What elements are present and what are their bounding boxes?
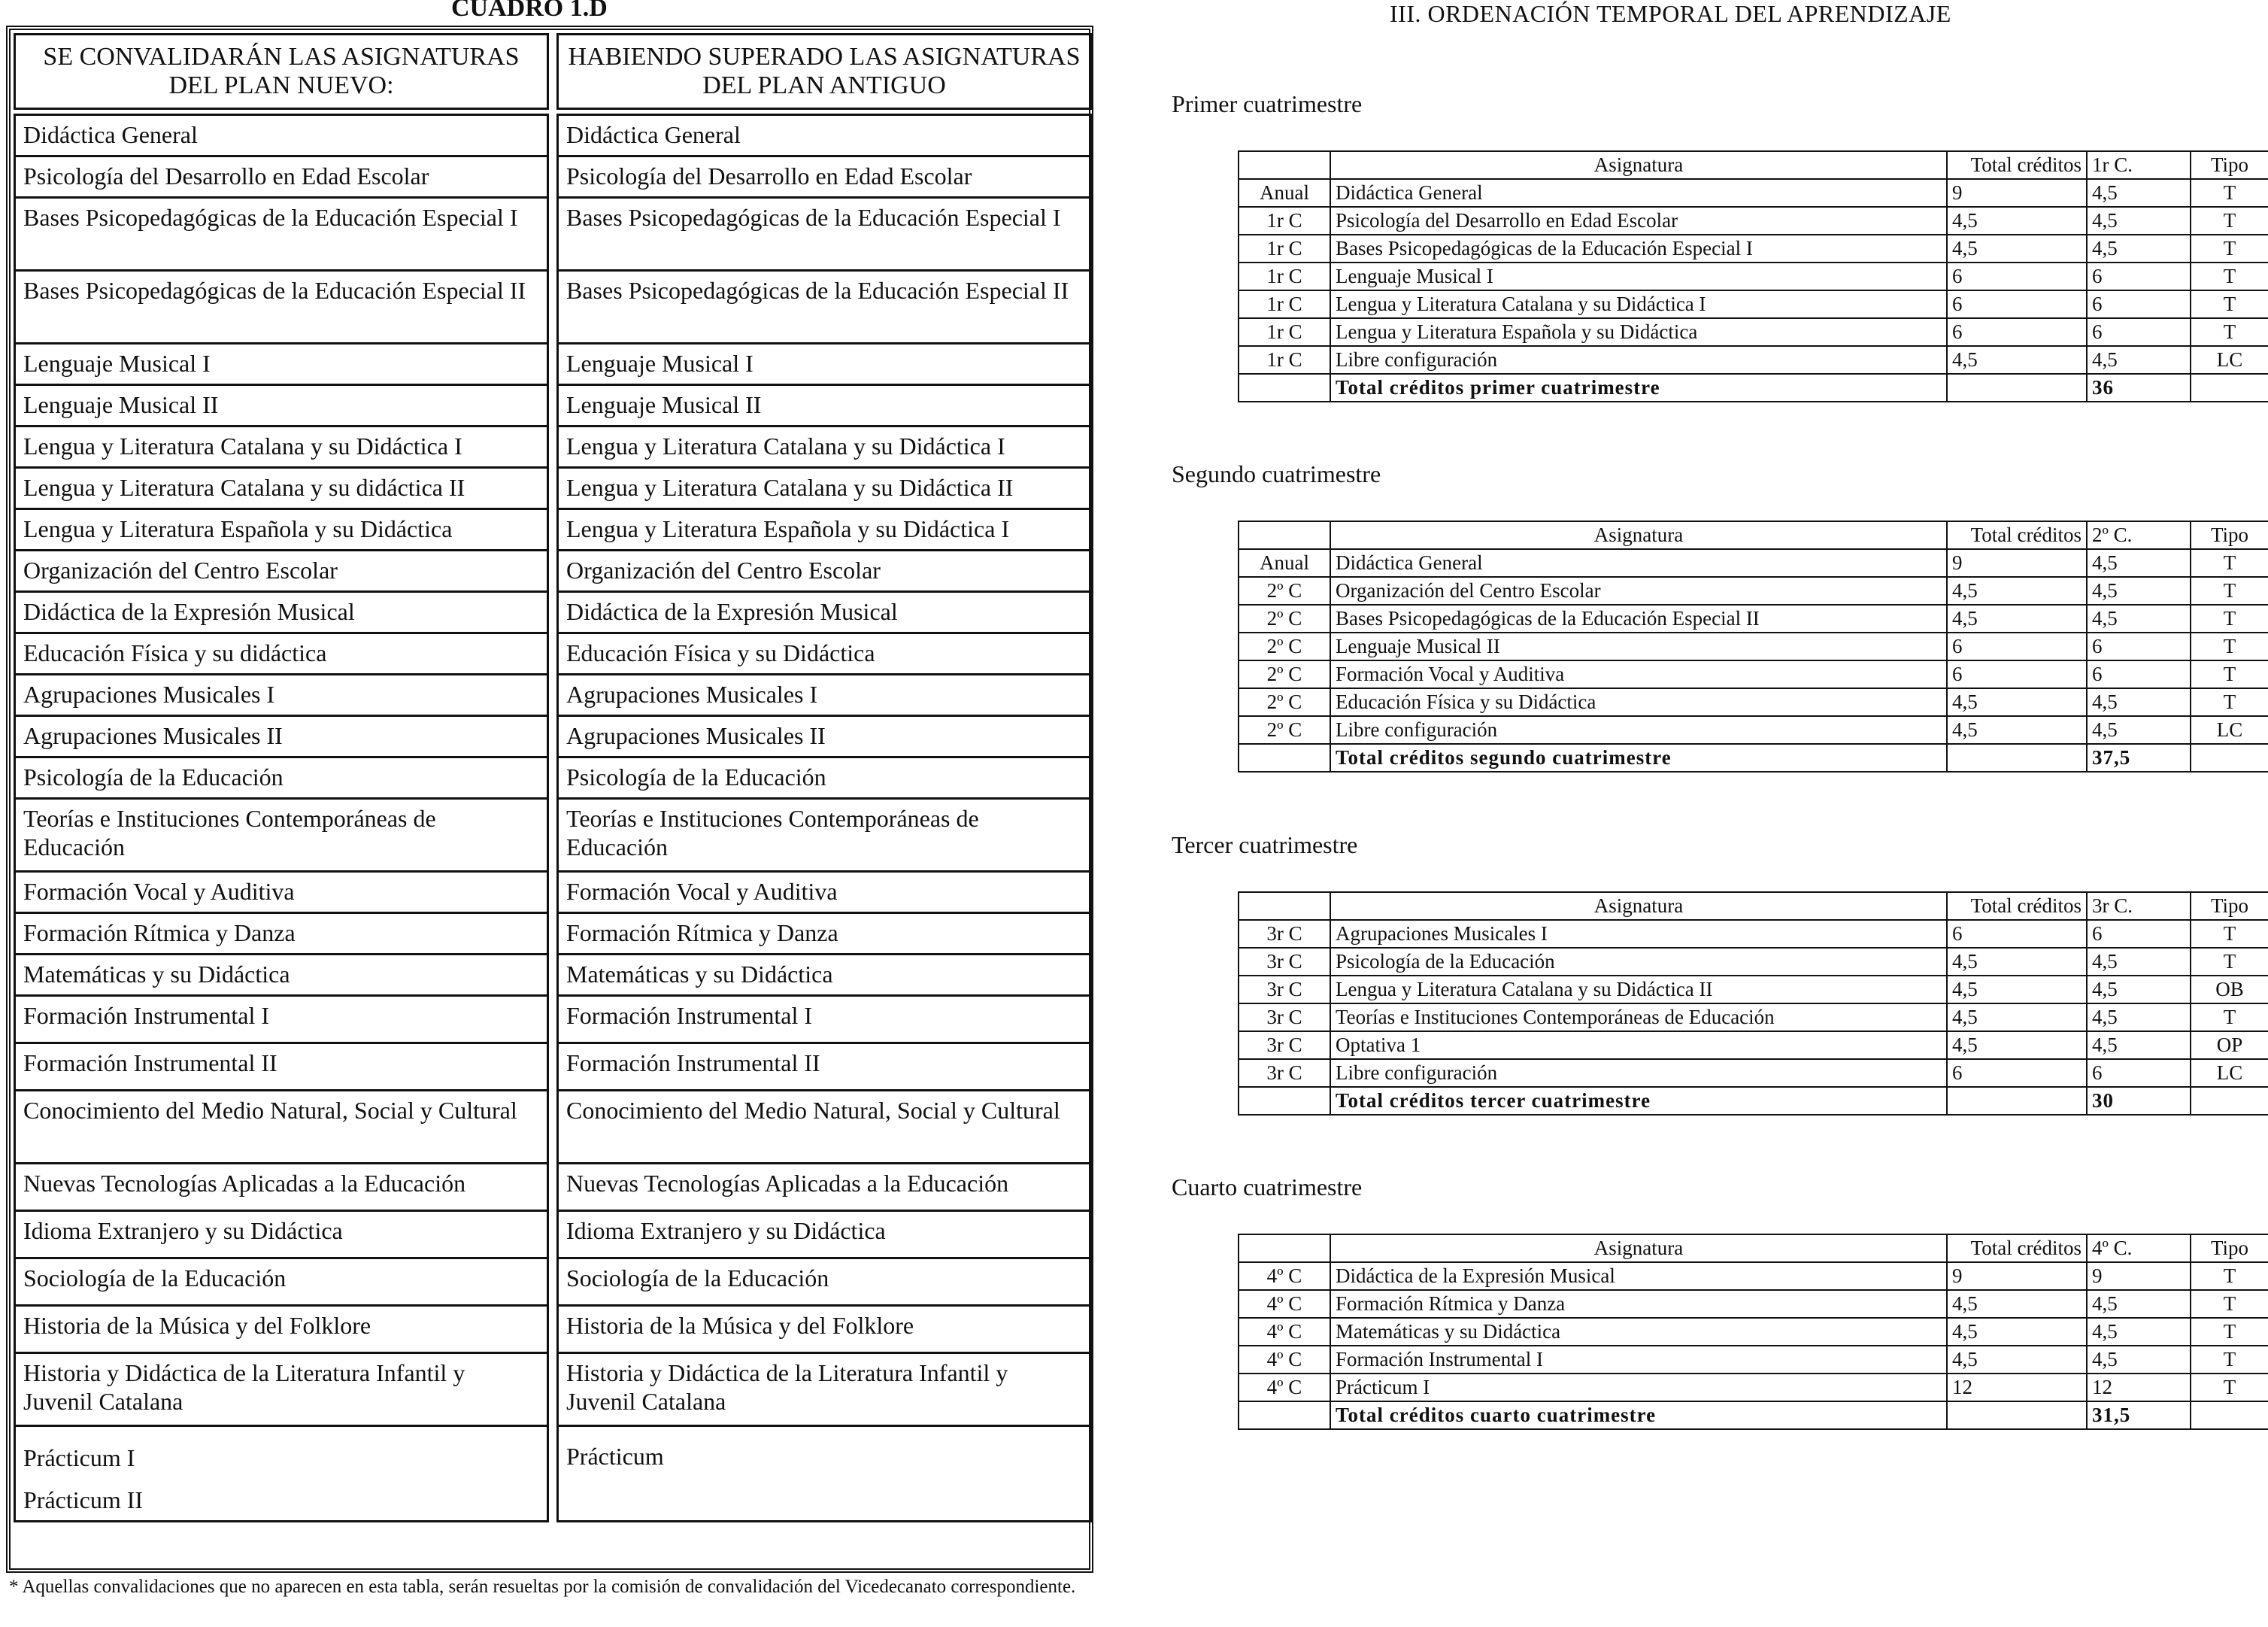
total-row: [1239, 1087, 2268, 1115]
table-header-row: [1239, 521, 2268, 549]
old-plan-cell: Formación Instrumental I: [556, 994, 1092, 1044]
header-new-plan: SE CONVALIDARÁN LAS ASIGNATURAS DEL PLAN NUEVO:: [14, 33, 549, 110]
period-cell: 4º C: [1239, 1346, 1330, 1374]
period-cell: 4º C: [1239, 1262, 1330, 1290]
empty-cell: [1239, 1401, 1330, 1429]
period-cell: 1r C: [1239, 318, 1330, 346]
semester-table: [1238, 150, 2268, 402]
table-row: [1239, 1003, 2268, 1031]
empty-cell: [2191, 744, 2268, 772]
old-plan-cell: Lengua y Literatura Española y su Didáctica I: [556, 508, 1092, 551]
total-row: [1239, 1401, 2268, 1429]
subject-cell: Formación Rítmica y Danza: [1330, 1290, 1947, 1318]
old-plan-cell: Didáctica General: [556, 114, 1092, 157]
total-row: [1239, 374, 2268, 402]
old-plan-cell: Idioma Extranjero y su Didáctica: [556, 1210, 1092, 1259]
semester-credits-cell: 4,5: [2087, 688, 2191, 716]
old-plan-cell: Psicología de la Educación: [556, 756, 1092, 800]
practicum-2: Prácticum II: [23, 1486, 144, 1513]
header-cell: Asignatura: [1330, 1234, 1947, 1262]
old-plan-cell: Didáctica de la Expresión Musical: [556, 590, 1092, 634]
new-plan-cell: Psicología del Desarrollo en Edad Escolar: [14, 155, 549, 199]
total-credits-cell: 6: [1947, 290, 2087, 318]
type-cell: T: [2191, 549, 2268, 577]
new-plan-cell: Didáctica General: [14, 114, 549, 157]
new-plan-cell: Didáctica de la Expresión Musical: [14, 590, 549, 634]
period-cell: 1r C: [1239, 235, 1330, 263]
type-cell: T: [2191, 948, 2268, 976]
period-cell: 2º C: [1239, 716, 1330, 744]
table-row: [1239, 633, 2268, 660]
table-row: [1239, 605, 2268, 633]
old-plan-cell: Formación Rítmica y Danza: [556, 912, 1092, 955]
type-cell: T: [2191, 1346, 2268, 1374]
new-plan-cell: Lengua y Literatura Española y su Didáctica: [14, 508, 549, 551]
old-plan-cell: Historia de la Música y del Folklore: [556, 1304, 1092, 1354]
old-plan-cell: Psicología del Desarrollo en Edad Escolar: [556, 155, 1092, 199]
total-credits-cell: 4,5: [1947, 207, 2087, 235]
new-plan-cell: Formación Rítmica y Danza: [14, 912, 549, 955]
semester-credits-cell: 4,5: [2087, 1290, 2191, 1318]
total-label: Total créditos tercer cuatrimestre: [1330, 1087, 1947, 1115]
table-row: [1239, 207, 2268, 235]
total-value: 30: [2087, 1087, 2191, 1115]
empty-cell: [1239, 1087, 1330, 1115]
total-credits-cell: 4,5: [1947, 235, 2087, 263]
new-plan-cell: Idioma Extranjero y su Didáctica: [14, 1210, 549, 1259]
type-cell: T: [2191, 1262, 2268, 1290]
new-plan-cell: Historia de la Música y del Folklore: [14, 1304, 549, 1354]
old-plan-cell: Formación Vocal y Auditiva: [556, 870, 1092, 914]
semester-credits-cell: 6: [2087, 1059, 2191, 1087]
period-cell: 2º C: [1239, 577, 1330, 605]
semester-credits-cell: 4,5: [2087, 948, 2191, 976]
table-row: [1239, 1318, 2268, 1346]
semester-credits-cell: 6: [2087, 290, 2191, 318]
empty-cell: [2191, 1087, 2268, 1115]
table-header-row: [1239, 151, 2268, 179]
semester-credits-cell: 4,5: [2087, 1003, 2191, 1031]
period-cell: 3r C: [1239, 948, 1330, 976]
type-cell: LC: [2191, 346, 2268, 374]
period-cell: 4º C: [1239, 1290, 1330, 1318]
period-cell: 1r C: [1239, 346, 1330, 374]
subject-cell: Educación Física y su Didáctica: [1330, 688, 1947, 716]
total-credits-cell: 9: [1947, 1262, 2087, 1290]
old-plan-cell: Historia y Didáctica de la Literatura Infantil y Juvenil Catalana: [556, 1352, 1092, 1427]
period-cell: 2º C: [1239, 633, 1330, 660]
subject-cell: Bases Psicopedagógicas de la Educación Especial II: [1330, 605, 1947, 633]
type-cell: LC: [2191, 716, 2268, 744]
header-cell: Asignatura: [1330, 151, 1947, 179]
total-label: Total créditos primer cuatrimestre: [1330, 374, 1947, 402]
new-plan-cell: Lenguaje Musical II: [14, 384, 549, 427]
total-credits-cell: 4,5: [1947, 716, 2087, 744]
old-plan-cell: Organización del Centro Escolar: [556, 549, 1092, 593]
semester-title: Tercer cuatrimestre: [1172, 831, 1358, 858]
old-plan-cell: Lengua y Literatura Catalana y su Didáctica II: [556, 466, 1092, 510]
practicum-1: Prácticum I: [23, 1444, 135, 1471]
old-plan-cell: Formación Instrumental II: [556, 1042, 1092, 1091]
subject-cell: Matemáticas y su Didáctica: [1330, 1318, 1947, 1346]
new-plan-cell: Lenguaje Musical I: [14, 342, 549, 386]
old-plan-cell: Lenguaje Musical I: [556, 342, 1092, 386]
semester-title: Primer cuatrimestre: [1172, 90, 1363, 117]
new-plan-cell: Agrupaciones Musicales I: [14, 673, 549, 717]
header-cell: [1239, 1234, 1330, 1262]
type-cell: T: [2191, 207, 2268, 235]
subject-cell: Didáctica General: [1330, 179, 1947, 207]
subject-cell: Libre configuración: [1330, 716, 1947, 744]
table-row: [1239, 688, 2268, 716]
period-cell: 3r C: [1239, 1059, 1330, 1087]
subject-cell: Formación Instrumental I: [1330, 1346, 1947, 1374]
new-plan-cell: Formación Vocal y Auditiva: [14, 870, 549, 914]
header-old-plan: HABIENDO SUPERADO LAS ASIGNATURAS DEL PLAN ANTIGUO: [556, 33, 1092, 110]
semester-credits-cell: 4,5: [2087, 976, 2191, 1003]
total-credits-cell: 4,5: [1947, 605, 2087, 633]
total-value: 36: [2087, 374, 2191, 402]
total-credits-cell: 4,5: [1947, 1031, 2087, 1059]
table-row: [1239, 1290, 2268, 1318]
subject-cell: Libre configuración: [1330, 1059, 1947, 1087]
subject-cell: Lenguaje Musical II: [1330, 633, 1947, 660]
header-cell: Tipo: [2191, 1234, 2268, 1262]
semester-credits-cell: 4,5: [2087, 1031, 2191, 1059]
empty-cell: [1239, 744, 1330, 772]
total-label: Total créditos cuarto cuatrimestre: [1330, 1401, 1947, 1429]
type-cell: T: [2191, 633, 2268, 660]
total-credits-cell: 4,5: [1947, 346, 2087, 374]
subject-cell: Didáctica General: [1330, 549, 1947, 577]
type-cell: OP: [2191, 1031, 2268, 1059]
semester-credits-cell: 6: [2087, 660, 2191, 688]
total-credits-cell: 12: [1947, 1374, 2087, 1401]
old-plan-cell-practicum: Prácticum: [556, 1425, 1092, 1522]
semester-credits-cell: 4,5: [2087, 207, 2191, 235]
old-plan-cell: Agrupaciones Musicales I: [556, 673, 1092, 717]
total-value: 37,5: [2087, 744, 2191, 772]
new-plan-cell: Agrupaciones Musicales II: [14, 715, 549, 758]
table-header-row: [1239, 1234, 2268, 1262]
new-plan-cell: Lengua y Literatura Catalana y su Didáctica I: [14, 425, 549, 469]
header-cell: Tipo: [2191, 521, 2268, 549]
semester-credits-cell: 4,5: [2087, 1318, 2191, 1346]
new-plan-column: [14, 33, 549, 1565]
new-plan-cell: Organización del Centro Escolar: [14, 549, 549, 593]
old-plan-cell: Bases Psicopedagógicas de la Educación Especial II: [556, 269, 1092, 345]
old-plan-cell: Teorías e Instituciones Contemporáneas de Educación: [556, 797, 1092, 873]
semester-title: Segundo cuatrimestre: [1172, 460, 1381, 487]
semester-table: [1238, 521, 2268, 773]
period-cell: 2º C: [1239, 688, 1330, 716]
new-plan-cell: Formación Instrumental I: [14, 994, 549, 1044]
table-row: [1239, 318, 2268, 346]
semester-credits-cell: 6: [2087, 920, 2191, 948]
table-row: [1239, 948, 2268, 976]
semester-credits-cell: 4,5: [2087, 549, 2191, 577]
semester-credits-cell: 9: [2087, 1262, 2191, 1290]
semester-credits-cell: 4,5: [2087, 577, 2191, 605]
old-plan-column: [556, 33, 1092, 1565]
header-cell: Tipo: [2191, 892, 2268, 920]
empty-cell: [1947, 374, 2087, 402]
old-plan-cell: Lenguaje Musical II: [556, 384, 1092, 427]
subject-cell: Didáctica de la Expresión Musical: [1330, 1262, 1947, 1290]
subject-cell: Optativa 1: [1330, 1031, 1947, 1059]
type-cell: T: [2191, 1003, 2268, 1031]
new-plan-cell: Nuevas Tecnologías Aplicadas a la Educación: [14, 1162, 549, 1212]
type-cell: OB: [2191, 976, 2268, 1003]
type-cell: T: [2191, 1290, 2268, 1318]
subject-cell: Psicología de la Educación: [1330, 948, 1947, 976]
old-plan-cell: Sociología de la Educación: [556, 1257, 1092, 1307]
new-plan-cell: Teorías e Instituciones Contemporáneas de Educación: [14, 797, 549, 873]
empty-cell: [2191, 374, 2268, 402]
table-row: [1239, 263, 2268, 290]
table-row: [1239, 920, 2268, 948]
semester-table: [1238, 1234, 2268, 1430]
empty-cell: [1947, 1087, 2087, 1115]
header-cell: [1239, 521, 1330, 549]
header-cell: [1239, 151, 1330, 179]
type-cell: LC: [2191, 1059, 2268, 1087]
period-cell: Anual: [1239, 179, 1330, 207]
empty-cell: [1239, 374, 1330, 402]
period-cell: 1r C: [1239, 263, 1330, 290]
old-plan-cell: Bases Psicopedagógicas de la Educación Especial I: [556, 196, 1092, 272]
table-row: [1239, 976, 2268, 1003]
new-plan-cell: Bases Psicopedagógicas de la Educación Especial I: [14, 196, 549, 272]
header-cell: Tipo: [2191, 151, 2268, 179]
type-cell: T: [2191, 577, 2268, 605]
subject-cell: Lengua y Literatura Catalana y su Didáctica II: [1330, 976, 1947, 1003]
old-plan-cell: Lengua y Literatura Catalana y su Didáctica I: [556, 425, 1092, 469]
subject-cell: Lengua y Literatura Catalana y su Didáctica I: [1330, 290, 1947, 318]
total-value: 31,5: [2087, 1401, 2191, 1429]
subject-cell: Libre configuración: [1330, 346, 1947, 374]
footnote: * Aquellas convalidaciones que no aparecen en esta tabla, serán resueltas por la comisión de convalidación del Vicedecanato correspondiente.: [9, 1577, 1076, 1597]
header-cell: 1r C.: [2087, 151, 2191, 179]
total-credits-cell: 4,5: [1947, 688, 2087, 716]
new-plan-cell: Bases Psicopedagógicas de la Educación Especial II: [14, 269, 549, 345]
subject-cell: Prácticum I: [1330, 1374, 1947, 1401]
period-cell: 3r C: [1239, 920, 1330, 948]
old-plan-cell: Conocimiento del Medio Natural, Social y Cultural: [556, 1089, 1092, 1164]
subject-cell: Organización del Centro Escolar: [1330, 577, 1947, 605]
new-plan-cell: Conocimiento del Medio Natural, Social y Cultural: [14, 1089, 549, 1164]
table-row: [1239, 1031, 2268, 1059]
header-cell: Total créditos: [1947, 521, 2087, 549]
new-plan-cell: Historia y Didáctica de la Literatura Infantil y Juvenil Catalana: [14, 1352, 549, 1427]
header-cell: Total créditos: [1947, 1234, 2087, 1262]
header-cell: 4º C.: [2087, 1234, 2191, 1262]
semester-credits-cell: 6: [2087, 633, 2191, 660]
table-row: [1239, 1346, 2268, 1374]
subject-cell: Teorías e Instituciones Contemporáneas de Educación: [1330, 1003, 1947, 1031]
period-cell: Anual: [1239, 549, 1330, 577]
type-cell: T: [2191, 660, 2268, 688]
table-row: [1239, 716, 2268, 744]
header-cell: Total créditos: [1947, 151, 2087, 179]
empty-cell: [1947, 1401, 2087, 1429]
table-row: [1239, 179, 2268, 207]
table-row: [1239, 549, 2268, 577]
total-credits-cell: 6: [1947, 1059, 2087, 1087]
semester-credits-cell: 4,5: [2087, 179, 2191, 207]
semester-title: Cuarto cuatrimestre: [1172, 1173, 1363, 1201]
semester-credits-cell: 6: [2087, 263, 2191, 290]
header-cell: Asignatura: [1330, 521, 1947, 549]
convalidation-table: [6, 26, 1093, 1573]
semester-table: [1238, 891, 2268, 1116]
period-cell: 1r C: [1239, 207, 1330, 235]
new-plan-cell: Sociología de la Educación: [14, 1257, 549, 1307]
total-credits-cell: 6: [1947, 920, 2087, 948]
total-credits-cell: 4,5: [1947, 948, 2087, 976]
empty-cell: [1947, 744, 2087, 772]
header-cell: Total créditos: [1947, 892, 2087, 920]
subject-cell: Psicología del Desarrollo en Edad Escolar: [1330, 207, 1947, 235]
new-plan-cell: Matemáticas y su Didáctica: [14, 953, 549, 997]
semester-credits-cell: 4,5: [2087, 1346, 2191, 1374]
period-cell: 2º C: [1239, 660, 1330, 688]
table-header-row: [1239, 892, 2268, 920]
total-credits-cell: 4,5: [1947, 976, 2087, 1003]
subject-cell: Formación Vocal y Auditiva: [1330, 660, 1947, 688]
total-credits-cell: 6: [1947, 318, 2087, 346]
semester-credits-cell: 4,5: [2087, 605, 2191, 633]
total-credits-cell: 9: [1947, 549, 2087, 577]
type-cell: T: [2191, 318, 2268, 346]
total-credits-cell: 6: [1947, 263, 2087, 290]
new-plan-cell: Lengua y Literatura Catalana y su didáctica II: [14, 466, 549, 510]
type-cell: T: [2191, 290, 2268, 318]
type-cell: T: [2191, 1374, 2268, 1401]
cuadro-title: CUADRO 1.D: [451, 0, 608, 22]
new-plan-cell: Psicología de la Educación: [14, 756, 549, 800]
subject-cell: Lenguaje Musical I: [1330, 263, 1947, 290]
type-cell: T: [2191, 920, 2268, 948]
total-credits-cell: 6: [1947, 660, 2087, 688]
type-cell: T: [2191, 605, 2268, 633]
new-plan-cell-practicum: [14, 1425, 549, 1522]
table-row: [1239, 1059, 2268, 1087]
section-title-ordenacion: III. ORDENACIÓN TEMPORAL DEL APRENDIZAJE: [1390, 0, 1951, 27]
subject-cell: Agrupaciones Musicales I: [1330, 920, 1947, 948]
semester-credits-cell: 6: [2087, 318, 2191, 346]
table-row: [1239, 660, 2268, 688]
table-row: [1239, 577, 2268, 605]
table-row: [1239, 1374, 2268, 1401]
total-credits-cell: 4,5: [1947, 577, 2087, 605]
new-plan-cell: Formación Instrumental II: [14, 1042, 549, 1091]
period-cell: 4º C: [1239, 1318, 1330, 1346]
subject-cell: Lengua y Literatura Española y su Didáctica: [1330, 318, 1947, 346]
type-cell: T: [2191, 235, 2268, 263]
total-label: Total créditos segundo cuatrimestre: [1330, 744, 1947, 772]
semester-credits-cell: 4,5: [2087, 235, 2191, 263]
total-credits-cell: 4,5: [1947, 1346, 2087, 1374]
period-cell: 3r C: [1239, 1003, 1330, 1031]
table-row: [1239, 235, 2268, 263]
old-plan-cell: Educación Física y su Didáctica: [556, 632, 1092, 675]
semester-credits-cell: 12: [2087, 1374, 2191, 1401]
period-cell: 1r C: [1239, 290, 1330, 318]
period-cell: 3r C: [1239, 1031, 1330, 1059]
period-cell: 4º C: [1239, 1374, 1330, 1401]
subject-cell: Bases Psicopedagógicas de la Educación Especial I: [1330, 235, 1947, 263]
table-row: [1239, 346, 2268, 374]
total-credits-cell: 9: [1947, 179, 2087, 207]
total-credits-cell: 4,5: [1947, 1318, 2087, 1346]
old-plan-cell: Agrupaciones Musicales II: [556, 715, 1092, 758]
old-plan-cell: Matemáticas y su Didáctica: [556, 953, 1092, 997]
type-cell: T: [2191, 688, 2268, 716]
header-cell: 3r C.: [2087, 892, 2191, 920]
header-cell: [1239, 892, 1330, 920]
semester-credits-cell: 4,5: [2087, 716, 2191, 744]
table-row: [1239, 290, 2268, 318]
type-cell: T: [2191, 1318, 2268, 1346]
empty-cell: [2191, 1401, 2268, 1429]
total-credits-cell: 4,5: [1947, 1003, 2087, 1031]
new-plan-cell: Educación Física y su didáctica: [14, 632, 549, 675]
type-cell: T: [2191, 263, 2268, 290]
old-plan-cell: Nuevas Tecnologías Aplicadas a la Educación: [556, 1162, 1092, 1212]
semester-credits-cell: 4,5: [2087, 346, 2191, 374]
total-credits-cell: 6: [1947, 633, 2087, 660]
period-cell: 3r C: [1239, 976, 1330, 1003]
type-cell: T: [2191, 179, 2268, 207]
table-row: [1239, 1262, 2268, 1290]
header-cell: Asignatura: [1330, 892, 1947, 920]
header-cell: 2º C.: [2087, 521, 2191, 549]
total-credits-cell: 4,5: [1947, 1290, 2087, 1318]
period-cell: 2º C: [1239, 605, 1330, 633]
total-row: [1239, 744, 2268, 772]
